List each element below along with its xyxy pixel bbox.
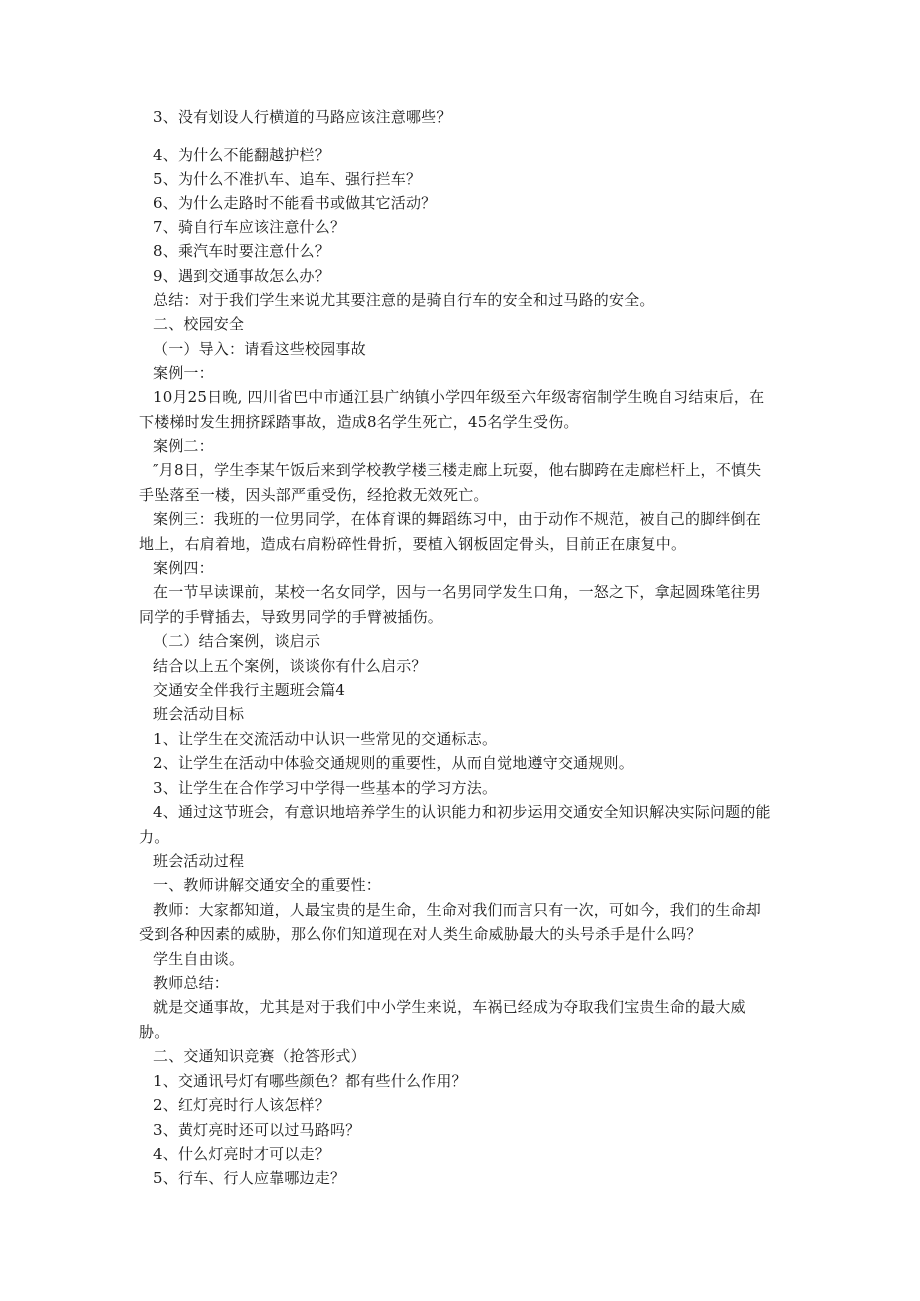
objective-3: 3、让学生在合作学习中学得一些基本的学习方法。 xyxy=(153,779,498,797)
paragraph-line: 结合以上五个案例，谈谈你有什么启示？ xyxy=(153,657,427,675)
paragraph-line: 受到各种因素的威胁，那么你们知道现在对人类生命威胁最大的头号杀手是什么吗？ xyxy=(139,925,702,943)
subsection-heading: （一）导入：请看这些校园事故 xyxy=(153,340,366,358)
paragraph-line: 10月25日晚, 四川省巴中市通江县广纳镇小学四年级至六年级寄宿制学生晚自习结束后，在 xyxy=(153,388,765,406)
summary-text: 总结：对于我们学生来说尤其要注意的是骑自行车的安全和过马路的安全。 xyxy=(153,291,655,309)
question-3: 3、没有划设人行横道的马路应该注意哪些？ xyxy=(153,108,452,126)
question-4: 4、为什么不能翻越护栏？ xyxy=(153,146,330,164)
quiz-question-5: 5、行车、行人应靠哪边走？ xyxy=(153,1169,346,1187)
case-label: 案例二： xyxy=(153,437,214,455)
question-9: 9、遇到交通事故怎么办？ xyxy=(153,267,330,285)
paragraph-line: 教师：大家都知道，人最宝贵的是生命，生命对我们而言只有一次，可如今，我们的生命却 xyxy=(153,901,762,919)
quiz-question-1: 1、交通讯号灯有哪些颜色？都有些什么作用？ xyxy=(153,1072,467,1090)
paragraph-line: 在一节早读课前，某校一名女同学，因与一名男同学发生口角，一怒之下，拿起圆珠笔往男 xyxy=(153,583,762,601)
section-heading: 二、校园安全 xyxy=(153,315,245,333)
question-6: 6、为什么走路时不能看书或做其它活动？ xyxy=(153,194,437,212)
paragraph-line: 胁。 xyxy=(139,1023,170,1041)
question-8: 8、乘汽车时要注意什么？ xyxy=(153,242,330,260)
section-heading: 班会活动目标 xyxy=(153,705,245,723)
paragraph-line: 手坠落至一楼，因头部严重受伤，经抢救无效死亡。 xyxy=(139,486,489,504)
subsection-heading: （二）结合案例，谈启示 xyxy=(153,632,321,650)
section-heading: 二、交通知识竞赛（抢答形式） xyxy=(153,1047,366,1065)
quiz-question-4: 4、什么灯亮时才可以走？ xyxy=(153,1145,330,1163)
objective-4: 4、通过这节班会，有意识地培养学生的认识能力和初步运用交通安全知识解决实际问题的能 xyxy=(153,803,771,821)
paragraph-line: 就是交通事故，尤其是对于我们中小学生来说，车祸已经成为夺取我们宝贵生命的最大威 xyxy=(153,998,746,1016)
paragraph-line: 案例三：我班的一位男同学，在体育课的舞蹈练习中，由于动作不规范，被自己的脚绊倒在 xyxy=(153,510,762,528)
section-heading: 班会活动过程 xyxy=(153,852,245,870)
paragraph-line: ″月8日，学生李某午饭后来到学校教学楼三楼走廊上玩耍，他右脚跨在走廊栏杆上，不慎失 xyxy=(153,461,762,479)
case-label: 案例一： xyxy=(153,364,214,382)
question-7: 7、骑自行车应该注意什么？ xyxy=(153,218,346,236)
paragraph-line: 学生自由谈。 xyxy=(153,950,245,968)
paragraph-line: 下楼梯时发生拥挤踩踏事故，造成8名学生死亡，45名学生受伤。 xyxy=(139,413,579,431)
paragraph-line: 教师总结： xyxy=(153,974,230,992)
question-5: 5、为什么不准扒车、追车、强行拦车？ xyxy=(153,170,422,188)
quiz-question-3: 3、黄灯亮时还可以过马路吗？ xyxy=(153,1121,361,1139)
paragraph-line: 力。 xyxy=(139,828,170,846)
objective-1: 1、让学生在交流活动中认识一些常见的交通标志。 xyxy=(153,730,498,748)
chapter-title: 交通安全伴我行主题班会篇4 xyxy=(153,681,346,699)
paragraph-line: 同学的手臂插去，导致男同学的手臂被插伤。 xyxy=(139,608,444,626)
objective-2: 2、让学生在活动中体验交通规则的重要性，从而自觉地遵守交通规则。 xyxy=(153,754,634,772)
paragraph-line: 地上，右肩着地，造成右肩粉碎性骨折，要植入钢板固定骨头，目前正在康复中。 xyxy=(139,535,687,553)
subsection-heading: 一、教师讲解交通安全的重要性： xyxy=(153,876,382,894)
quiz-question-2: 2、红灯亮时行人该怎样？ xyxy=(153,1096,330,1114)
case-label: 案例四： xyxy=(153,559,214,577)
